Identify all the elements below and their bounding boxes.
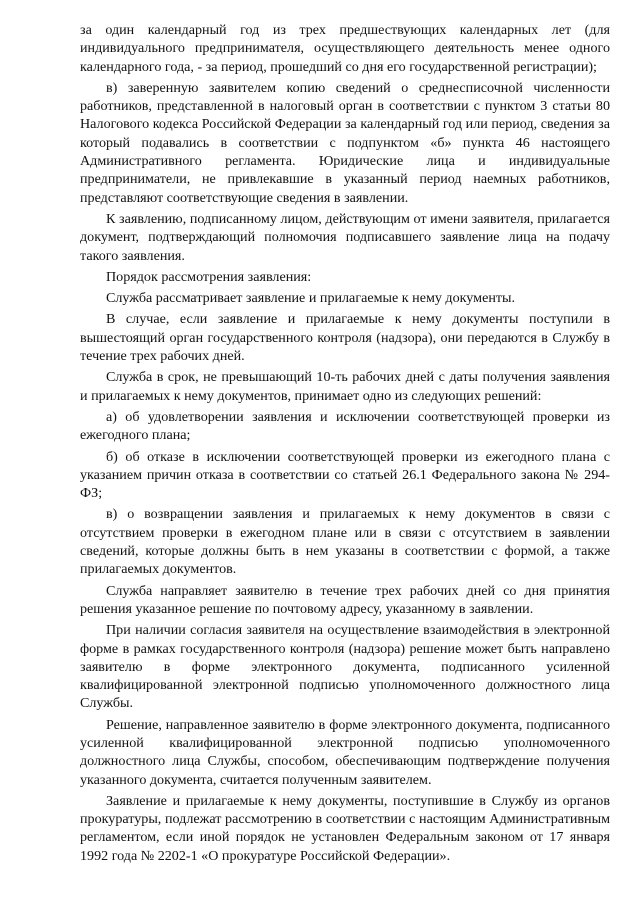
- paragraph-transfer: В случае, если заявление и прилагаемые к нему документы поступили в вышестоящий орган государственного контроля (надзора), они передаются в Службу в течение трех рабочих дней.: [80, 311, 610, 365]
- paragraph-electronic-receipt: Решение, направленное заявителю в форме электронного документа, подписанного усиленной квалифицированной электронной подписью уполномоченного должностного лица Службы, способом, обеспечивающим подтверждение получения указанного документа, считается полученным заявителем.: [80, 716, 610, 788]
- paragraph-decision-b: б) об отказе в исключении соответствующей проверки из ежегодного плана с указанием причин отказа в соответствии со статьей 26.1 Федерального закона № 294-ФЗ;: [80, 448, 610, 502]
- document-body: [80, 21, 610, 865]
- paragraph-decision-term: Служба в срок, не превышающий 10-ть рабочих дней с даты получения заявления и прилагаемых к нему документов, принимает одно из следующих решений:: [80, 369, 610, 404]
- paragraph-notification: Служба направляет заявителю в течение трех рабочих дней со дня принятия решения указанное решение по почтовому адресу, указанному в заявлении.: [80, 582, 610, 617]
- paragraph-decision-v: в) о возвращении заявления и прилагаемых к нему документов в связи с отсутствием проверки в ежегодном плане или в связи с отсутствием в заявлении сведений, которые должны быть в нем указаны в соответствии с формой, а также прилагаемых документов.: [80, 506, 610, 578]
- paragraph-item-v: в) заверенную заявителем копию сведений о среднесписочной численности работников, представленной в налоговый орган в соответствии с пунктом 3 статьи 80 Налогового кодекса Российской Федерации за календарный год или период, сведения за который подавались в соответствии с подпунктом «б» пункта 46 настоящего Административного регламента. Юридические лица и индивидуальные предприниматели, не привлекавшие в указанный период наемных работников, представляют соответствующие сведения в заявлении.: [80, 79, 610, 206]
- paragraph-continuation: за один календарный год из трех предшествующих календарных лет (для индивидуального предпринимателя, осуществляющего деятельность менее одного календарного года, - за период, прошедший со дня его государственной регистрации);: [80, 22, 610, 75]
- paragraph-electronic-consent: При наличии согласия заявителя на осуществление взаимодействия в электронной форме в рамках государственного контроля (надзора) решение может быть направлено заявителю в форме электронного документа, подписанного усиленной квалифицированной электронной подписью уполномоченного должностного лица Службы.: [80, 622, 610, 712]
- paragraph-authority-document: К заявлению, подписанному лицом, действующим от имени заявителя, прилагается документ, подтверждающий полномочия подписавшего заявление лица на подачу такого заявления.: [80, 210, 610, 264]
- paragraph-prosecutor: Заявление и прилагаемые к нему документы, поступившие в Службу из органов прокуратуры, подлежат рассмотрению в соответствии с настоящим Административным регламентом, если иной порядок не установлен Федеральным законом от 17 января 1992 года № 2202-1 «О прокуратуре Российской Федерации».: [80, 792, 610, 864]
- paragraph-procedure-heading: Порядок рассмотрения заявления:: [106, 268, 312, 285]
- paragraph-review: Служба рассматривает заявление и прилагаемые к нему документы.: [106, 290, 516, 307]
- paragraph-decision-a: а) об удовлетворении заявления и исключении соответствующей проверки из ежегодного плана;: [80, 408, 610, 444]
